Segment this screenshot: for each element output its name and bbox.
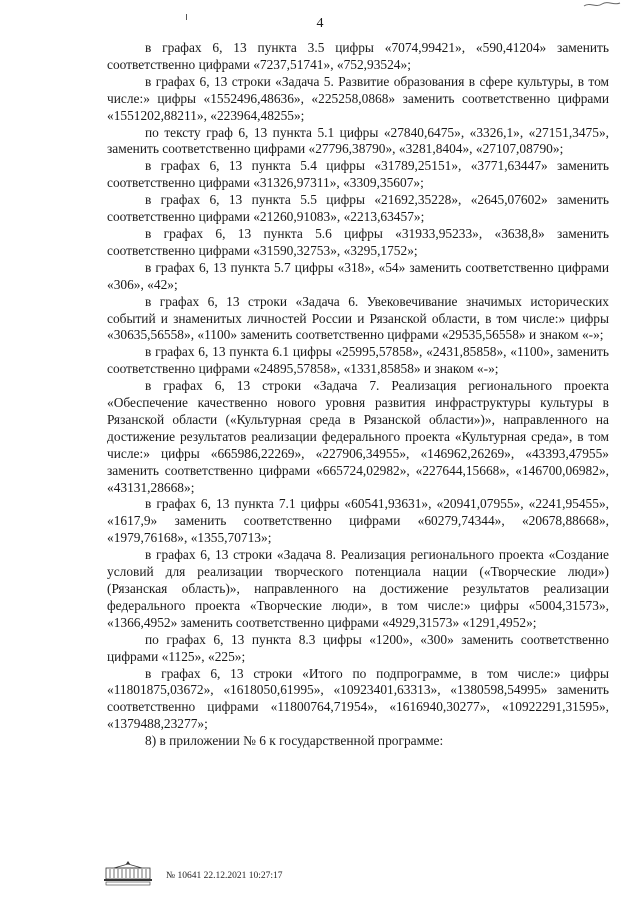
paragraph: в графах 6, 13 строки «Задача 7. Реализация регионального проекта «Обеспечение качественно нового уровня развития инфраструктуры культуры в Рязанской области («Культурная среда в Рязанской области»)», направленного на достижение результатов реализации федерального проекта «Культурная среда», в том числе:» цифры «665986,22269», «227906,34955», «146962,26269», «43393,47955» заменить соответственно цифрами «665724,02982», «227644,15668», «146700,06982», «43131,28668»; [107,378,609,495]
paragraph: в графах 6, 13 пункта 7.1 цифры «60541,93631», «20941,07955», «2241,95455», «1617,9» заменить соответственно цифрами «60279,74344», «20678,88668», «1979,76168», «1355,70713»; [107,496,609,546]
paragraph: в графах 6, 13 пункта 5.6 цифры «31933,95233», «3638,8» заменить соответственно цифрами «31590,32753», «3295,1752»; [107,225,609,258]
document-registration-stamp: № 10641 22.12.2021 10:27:17 [166,871,283,881]
document-body [107,40,609,750]
paragraph: в графах 6, 13 строки «Итого по подпрограмме, в том числе:» цифры «11801875,03672», «1618050,61995», «10923401,63313», «1380598,54995» заменить соответственно цифрами «11800764,71954», «1616940,30277», «10922291,31595», «1379488,23277»; [107,665,609,732]
paragraph: в графах 6, 13 пункта 5.7 цифры «318», «54» заменить соответственно цифрами «306», «42»; [107,259,609,292]
paragraph: в графах 6, 13 пункта 5.4 цифры «31789,25151», «3771,63447» заменить соответственно цифрами «31326,97311», «3309,35607»; [107,158,609,191]
paragraph: 8) в приложении № 6 к государственной программе: [145,733,444,749]
paragraph: в графах 6, 13 строки «Задача 8. Реализация регионального проекта «Создание условий для реализации творческого потенциала нации («Творческие люди») (Рязанская область)», направленного на достижение результатов реализации федерального проекта «Творческие люди», в том числе:» цифры «5004,31573», «1366,4952» заменить соответственно цифрами «4929,31573» «1291,4952»; [107,547,609,630]
footer [100,859,360,889]
paragraph: в графах 6, 13 пункта 5.5 цифры «21692,35228», «2645,07602» заменить соответственно цифрами «21260,91083», «2213,63457»; [107,192,609,225]
paragraph: в графах 6, 13 пункта 6.1 цифры «25995,57858», «2431,85858», «1100», заменить соответственно цифрами «24895,57858», «1331,85858» и знаком «-»; [107,344,609,377]
paragraph: в графах 6, 13 пункта 3.5 цифры «7074,99421», «590,41204» заменить соответственно цифрами «7237,51741», «752,93524»; [107,40,609,72]
paragraph: по графах 6, 13 пункта 8.3 цифры «1200», «300» заменить соответственно цифрами «1125», «225»; [107,631,609,664]
handwritten-mark [582,0,622,13]
page-number: 4 [316,16,324,31]
paragraph: в графах 6, 13 строки «Задача 6. Увековечивание значимых исторических событий и знаменитых личностей России и Рязанской области, в том числе:» цифры «30635,56558», «1100» заменить соответственно цифрами «29535,56558» и знаком «-»; [107,293,609,343]
government-building-stamp-icon [100,859,156,887]
paragraph: в графах 6, 13 строки «Задача 5. Развитие образования в сфере культуры, в том числе:» цифры «1552496,48636», «225258,0868» заменить соответственно цифрами «1551202,88211», «223964,48255»; [107,73,609,123]
paragraph: по тексту граф 6, 13 пункта 5.1 цифры «27840,6475», «3326,1», «27151,3475», заменить соответственно цифрами «27796,38790», «3281,8404», «27107,08790»; [107,124,609,157]
